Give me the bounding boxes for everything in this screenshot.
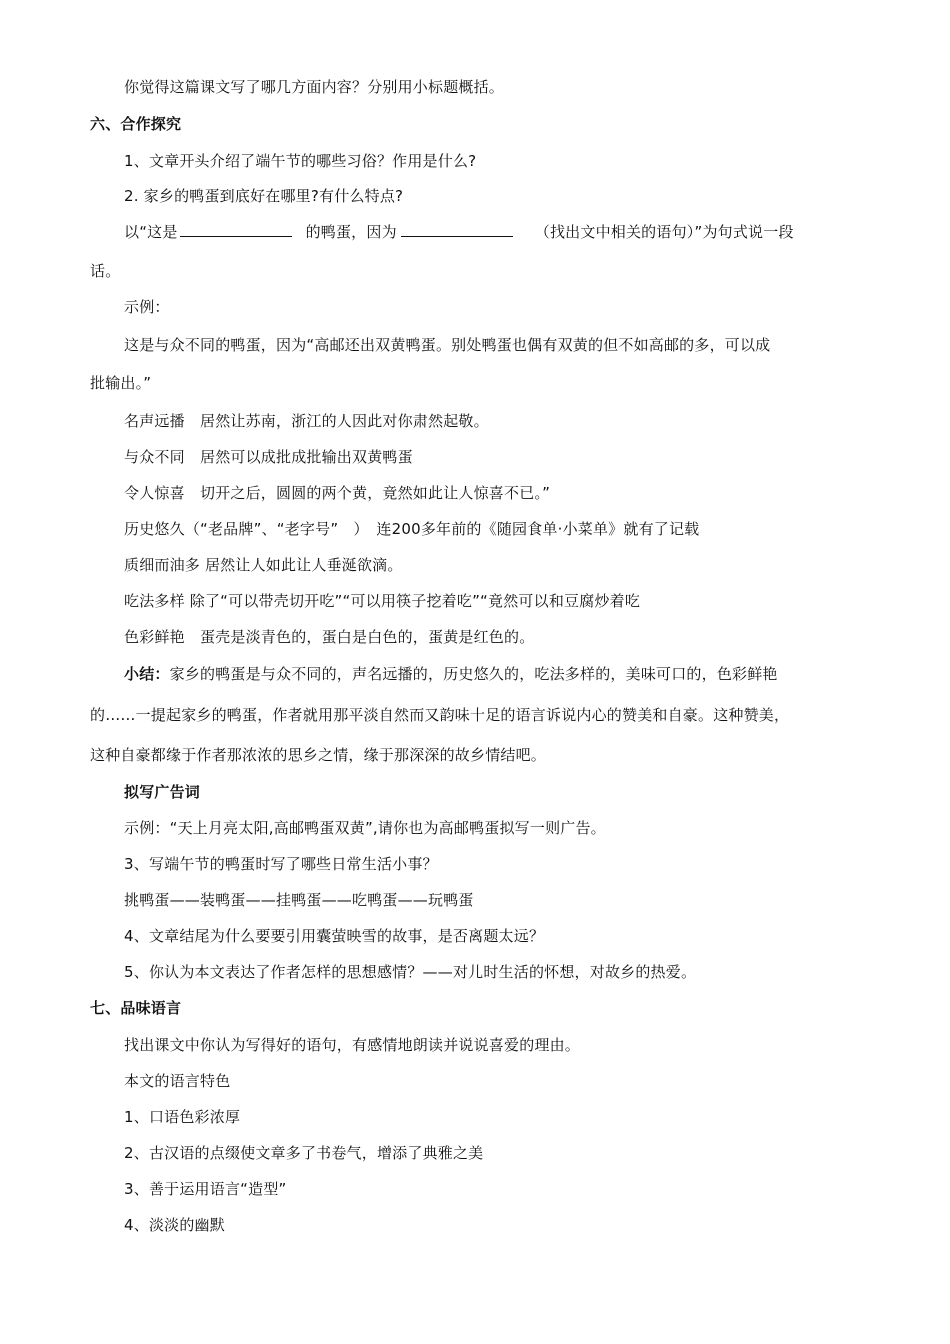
question-2: 2. 家乡的鸭蛋到底好在哪里?有什么特点?: [124, 187, 404, 205]
question-4: 4、文章结尾为什么要要引用囊萤映雪的故事，是否离题太远？: [124, 927, 545, 945]
section-heading-6: 六、合作探究: [90, 115, 182, 133]
summary-line-1: [124, 663, 778, 685]
summary-line-3: 这种自豪都缘于作者那浓浓的思乡之情，缘于那深深的故乡情结吧。: [90, 746, 547, 764]
summary-line-2: 的……一提起家乡的鸭蛋，作者就用那平淡自然而又韵味十足的语言诉说内心的赞美和自豪。这种赞美，: [90, 706, 790, 724]
question-1: 1、文章开头介绍了端午节的哪些习俗？作用是什么?: [124, 152, 477, 170]
question-5: 5、你认为本文表达了作者怎样的思想感情？——对儿时生活的怀想，对故乡的热爱。: [124, 963, 697, 981]
language-feature-3: 3、善于运用语言“造型”: [124, 1180, 287, 1198]
question-summary-headings: 你觉得这篇课文写了哪几方面内容？分别用小标题概括。: [124, 78, 505, 96]
ad-example: 示例：“天上月亮太阳,高邮鸭蛋双黄”,请你也为高邮鸭蛋拟写一则广告。: [124, 819, 606, 837]
pattern-part-3: （找出文中相关的语句）”为句式说一段: [534, 223, 794, 241]
ad-heading: 拟写广告词: [124, 783, 201, 801]
feature-fame: 名声远播 居然让苏南，浙江的人因此对你肃然起敬。: [124, 412, 489, 430]
feature-history: 历史悠久（“老品牌”、“老字号” ） 连200多年前的《随园食单·小菜单》就有了记载: [124, 520, 700, 538]
sentence-pattern-line: [124, 221, 794, 243]
fill-blank-2: [401, 222, 513, 237]
fill-blank-1: [180, 222, 292, 237]
question-3: 3、写端午节的鸭蛋时写了哪些日常生活小事？: [124, 855, 438, 873]
language-feature-1: 1、口语色彩浓厚: [124, 1108, 241, 1126]
feature-surprise: 令人惊喜 切开之后，圆圆的两个黄，竟然如此让人惊喜不已。”: [124, 484, 551, 502]
language-task: 找出课文中你认为写得好的语句，有感情地朗读并说说喜爱的理由。: [124, 1036, 581, 1054]
pattern-part-1: 以“这是: [124, 223, 178, 241]
feature-ways-to-eat: 吃法多样 除了“可以带壳切开吃”“可以用筷子挖着吃”“竟然可以和豆腐炒着吃: [124, 592, 641, 610]
summary-label: 小结：: [124, 665, 170, 683]
example-text-cont: 批输出。”: [90, 374, 152, 392]
example-text: 这是与众不同的鸭蛋，因为“高邮还出双黄鸭蛋。别处鸭蛋也偶有双黄的但不如高邮的多，可以成: [124, 336, 771, 354]
feature-colors: 色彩鲜艳 蛋壳是淡青色的，蛋白是白色的，蛋黄是红色的。: [124, 628, 535, 646]
pattern-part-2: 的鸭蛋，因为: [305, 223, 397, 241]
feature-unique: 与众不同 居然可以成批成批输出双黄鸭蛋: [124, 448, 413, 466]
question-3-answer: 挑鸭蛋——装鸭蛋——挂鸭蛋——吃鸭蛋——玩鸭蛋: [124, 891, 474, 909]
language-feature-4: 4、淡淡的幽默: [124, 1216, 225, 1234]
language-features-title: 本文的语言特色: [124, 1072, 231, 1090]
summary-text: 家乡的鸭蛋是与众不同的，声名远播的，历史悠久的，吃法多样的，美味可口的，色彩鲜艳: [169, 665, 778, 683]
language-feature-2: 2、古汉语的点缀使文章多了书卷气，增添了典雅之美: [124, 1144, 484, 1162]
sentence-pattern-cont: 话。: [90, 262, 121, 280]
feature-texture: 质细而油多 居然让人如此让人垂涎欲滴。: [124, 556, 403, 574]
section-heading-7: 七、品味语言: [90, 999, 182, 1017]
example-label: 示例：: [124, 298, 170, 316]
